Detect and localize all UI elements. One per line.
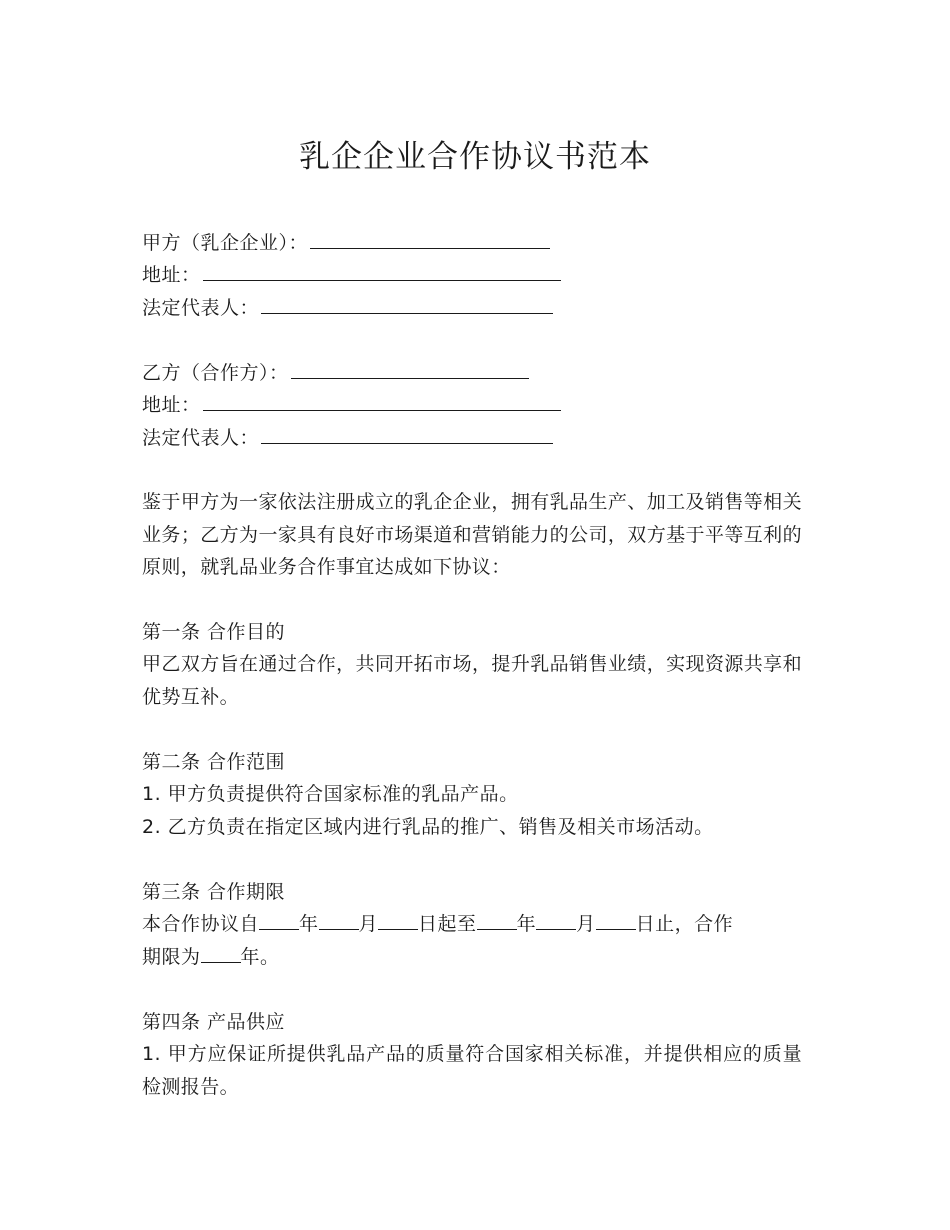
start-month-label: 月	[358, 913, 379, 935]
end-month-label: 月	[576, 913, 596, 935]
party-a-name-field[interactable]	[310, 228, 550, 249]
party-b-address-field[interactable]	[203, 390, 561, 411]
party-b-name-field[interactable]	[291, 358, 529, 379]
article-3-prefix: 本合作协议自	[142, 913, 260, 935]
start-year-label: 年	[299, 913, 319, 935]
end-day-blank[interactable]	[596, 909, 636, 930]
article-1-body: 甲乙双方旨在通过合作，共同开拓市场，提升乳品销售业绩，实现资源共享和优势互补。	[142, 653, 802, 708]
party-b-label: 乙方（合作方）：	[142, 362, 289, 384]
party-b-address-label: 地址：	[142, 394, 201, 416]
start-month-blank[interactable]	[319, 909, 359, 930]
end-month-blank[interactable]	[536, 909, 576, 930]
article-1-heading: 第一条 合作目的	[142, 621, 286, 643]
document-title: 乳企企业合作协议书范本	[299, 139, 651, 175]
start-day-blank[interactable]	[378, 909, 418, 930]
party-a-address-label: 地址：	[142, 264, 201, 286]
end-day-label: 日止，合作	[635, 913, 734, 935]
party-b-rep-label: 法定代表人：	[142, 427, 260, 449]
start-day-label: 日起至	[418, 913, 477, 935]
party-a-line	[142, 227, 822, 259]
party-a-rep-field[interactable]	[261, 293, 553, 314]
article-3-term-prefix: 期限为	[142, 946, 201, 968]
party-b-rep-field[interactable]	[261, 423, 553, 444]
article-2-item-2: 2. 乙方负责在指定区域内进行乳品的推广、销售及相关市场活动。	[142, 816, 714, 838]
preamble-paragraph: 鉴于甲方为一家依法注册成立的乳企企业，拥有乳品生产、加工及销售等相关业务；乙方为一家具有良好市场渠道和营销能力的公司，双方基于平等互利的原则，就乳品业务合作事宜达成如下协议：	[142, 491, 802, 578]
party-a-address-field[interactable]	[203, 260, 561, 281]
party-b-address-line	[142, 389, 822, 421]
start-year-blank[interactable]	[259, 909, 299, 930]
party-a-rep-label: 法定代表人：	[142, 297, 260, 319]
article-4-heading: 第四条 产品供应	[142, 1011, 286, 1033]
end-year-blank[interactable]	[477, 909, 517, 930]
party-b-line	[142, 357, 822, 389]
article-3-term-line	[142, 908, 822, 940]
party-b-rep-line	[142, 422, 822, 454]
end-year-label: 年	[516, 913, 537, 935]
article-3-heading: 第三条 合作期限	[142, 881, 286, 903]
article-2-item-1: 1. 甲方负责提供符合国家标准的乳品产品。	[142, 783, 519, 805]
party-a-label: 甲方（乳企企业）：	[142, 232, 309, 254]
article-2-heading: 第二条 合作范围	[142, 751, 286, 773]
term-years-blank[interactable]	[201, 942, 241, 963]
article-3-duration-line	[142, 941, 822, 973]
article-4-item-1: 1. 甲方应保证所提供乳品产品的质量符合国家相关标准，并提供相应的质量检测报告。	[142, 1043, 802, 1098]
party-a-address-line	[142, 259, 822, 291]
party-a-rep-line	[142, 292, 822, 324]
article-3-term-suffix: 年。	[240, 946, 280, 968]
